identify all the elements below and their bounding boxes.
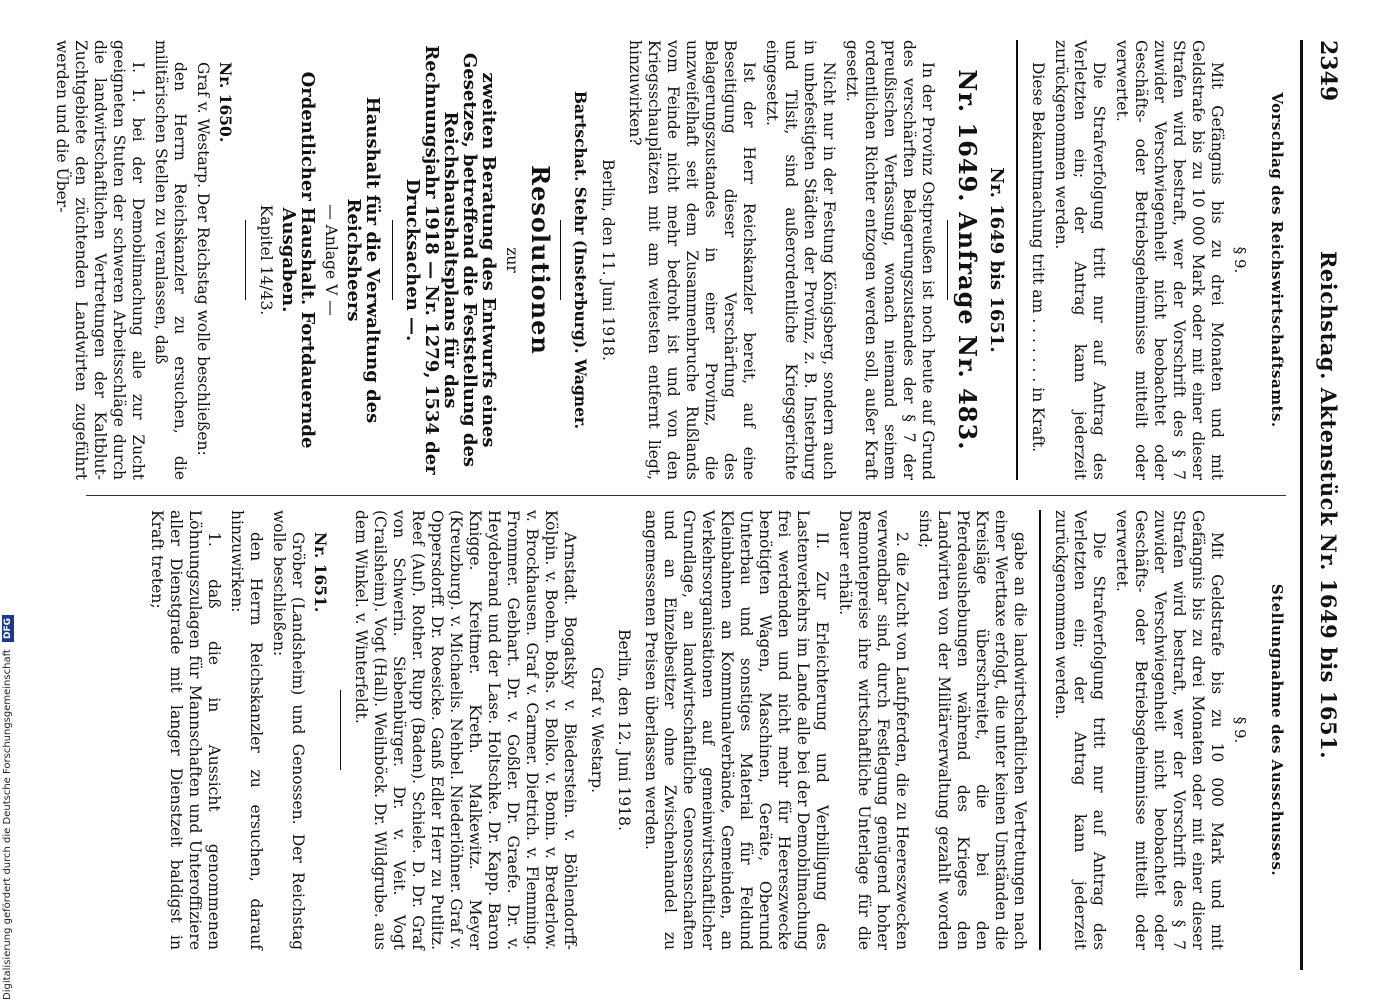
left-paragraph-3: Diese Bekanntmachung tritt am . . . . . . . in Kraft. [1029,62,1047,453]
signature-line-1: Bartschat. Stehr (Insterburg). Wagner. [571,90,590,430]
short-divider [392,220,393,300]
continuation-text: gabe an die landwirtschaftlichen Vertretungen nach einer Werttaxe erfolgt, die unter keinen Umständen die Kreisläge überschreitet, die bei den Pferdeaushebungen während des Krieges den Landwirten von der Militärverwaltung gezahlt worden sind; [916,510,1029,950]
nr-1650-heading: Nr. 1650. [216,62,235,143]
zur-label: zur [503,247,521,273]
header-rule [1300,40,1303,970]
divider [1039,510,1041,950]
motion-item-2: 2. die Zucht von Laufpferden, die zu Heereszwecken verwendbar sind, durch Festlegung genügend hoher Remontepreise ihre wirtschaftliche Unterlage für die Dauer erhält. [836,510,911,950]
rotated-page [41,40,1341,970]
date-line-1: Berlin, den 11. Juni 1918. [599,159,617,361]
resolution-text: zweiten Beratung des Entwurfs eines Gesetzes, betreffend die Feststellung des Reichshaushaltsplans für das Rechnungsjahr 1918 — Nr. 1279, 1534 der Drucksachen —. [402,45,499,475]
groeber-item-1: 1. daß die in Aussicht genommenen Löhnungszulagen für Mannschaften und Unteroffiziere aller Dienstgrade mit langer Dienstzeit baldigst in Kraft treten; [148,510,223,950]
resolutionen-heading: Resolutionen [526,165,555,355]
right-section-mark: § 9. [1231,716,1249,744]
anfrage-heading: Nr. 1649. Anfrage Nr. 483. [953,69,982,451]
groeber-motion: Gröber (Landsheim) und Genossen. Der Reichstag wolle beschließen: [270,510,307,950]
left-column [48,40,1286,480]
westarp-motion-2: den Herrn Reichskanzler zu ersuchen, die militärischen Stellen zu veranlassen, daß [152,40,189,480]
short-divider [560,220,561,300]
anlage-label: — Anlage V — [322,204,340,316]
left-paragraph-1: Mit Gefängnis bis zu drei Monaten und mit Geldstrafe bis zu 10 000 Mark oder mit einer dieser Strafen wird bestraft, wer der Vorschrift des § 7 zuwider Verschwiegenheit nicht beobachtet oder Geschäfts- oder Betriebsgeheimnisse mitteilt oder verwertet. [1113,40,1226,480]
motion-item-ii: II. Zur Erleichterung und Verbilligung des Lastenverkehrs im Lande alle bei der Demobilmachung frei werdenden und nicht mehr für Heereszwecke benötigten Wagen, Maschinen, Geräte, Oberund Unterbau und sonstiges Material für Feldund Kleinbahnen an Kommunalverbände, Gemeinden, an Verkehrsorganisationen auf gemeinwirtschaftlicher Grundlage, an landwirtschaftliche Genossenschaften und an Einzelbesitzer ohne Zwischenhandel zu angemessenen Preisen überlassen werden. [642,510,831,950]
haushalt-heading: Haushalt für die Verwaltung des Reichsheers [343,96,383,424]
groeber-motion-2: den Herrn Reichskanzler zu ersuchen, darauf hinzuwirken: [228,510,265,950]
short-divider [947,220,948,300]
anfrage-text-3: Ist der Herr Reichskanzler bereit, auf eine Beseitigung dieser Verschärfung des Belagerungszustandes in einer Provinz, die unzweifelhaft seit dem Zusammenbruche Rußlands vom Feinde nicht mehr bedroht ist und von den Kriegsschauplätzen mit am weitesten entfernt liegt, hinzuwirken? [626,40,758,480]
westarp-signature: Graf v. Westarp. [588,667,606,793]
page-header [1301,40,1341,970]
nr-range-heading: Nr. 1649 bis 1651. [986,167,1007,353]
short-divider [245,220,246,300]
left-paragraph-2: Die Strafverfolgung tritt nur auf Antrag des Verletzten ein; der Antrag kann jederzeit zurückgenommen werden. [1052,40,1108,480]
westarp-motion: Graf v. Westarp. Der Reichstag wolle beschließen: [194,62,212,456]
ordentlicher-haushalt: Ordentlicher Haushalt. Fortdauernde Ausgaben. [278,71,318,449]
right-paragraph-1: Mit Geldstrafe bis zu 10 000 Mark und mit Gefängnis bis zu drei Monaten oder mit einer dieser Strafen wird bestraft, wer der Vorschrift des § 7 zuwider Verschwiegenheit nicht beobachtet oder Geschäfts- oder Betriebsgeheimnisse mitteilt oder verwertet. [1113,510,1226,950]
motion-item-1: I. 1. bei der Demobilmachung alle zur Zucht geeigneten Stuten der schweren Arbeitsschläge durch die landwirtschaftlichen Vertretungen der Kaltblut-Zuchtgebiete den züchtenden Landwirten zugeführt werden und die Über- [53,40,147,480]
date-line-2: Berlin, den 12. Juni 1918. [615,629,633,831]
right-column-heading: Stellungnahme des Ausschusses. [1268,583,1286,877]
funding-note [2,615,14,1000]
left-section-mark: § 9. [1231,246,1249,274]
signers-list: Arnstadt. Bogatsky v. Biederstein. v. Böhlendorff-Kölpin. v. Boehn. Bohs. v. Bolko. v. Bonin. v. Brederlow. v. Brockhausen. Graf v. Carmer. Dietrich. v. Flemming. Frommer. Gebhart. Dr. v. Goßler. Dr. Graefe. Dr. v. Heydebrand und der Lase. Holtschke. Dr. Kapp. Baron Knigge. Kreitmer. Kreth. Malkewitz. Meyer (Kreuzburg). v. Michaelis. Nehbel. Niederlöhner. Graf v. Oppersdorff. Dr. Roesicke. Ganß Edler Herr zu Putlitz. Reef (Auf). Rother. Rupp (Baden). Schiele. D. Dr. Graf von Schwerin. Siebenbürger. Dr. v. Veit. Vogt (Crailsheim). Vogt (Hall). Weilnböck. Dr. Wildgrube. aus dem Winkel. v. Winterfeldt. [352,510,579,950]
header-title: Reichstag. Aktenstück Nr. 1649 bis 1651. [1316,250,1341,760]
left-column-heading: Vorschlag des Reichswirtschaftsamts. [1268,92,1286,428]
kapitel-label: Kapitel 14/43. [257,204,275,316]
page-number: 2349 [1315,40,1341,102]
nr-1651-heading: Nr. 1651. [311,532,330,613]
funding-text: Digitalisierung gefördert durch die Deutsche Forschungsgemeinschaft [2,649,13,1000]
short-divider [340,690,341,770]
right-column [143,510,1286,950]
dfg-logo-icon: DFG [2,615,14,642]
anfrage-text-2: Nicht nur in der Festung Königsberg, sondern auch in unbefestigten Städten der Provinz, z. B. Insterburg und Tilsit, sind außerordentliche Kriegsgerichte eingesetzt. [763,40,838,480]
anfrage-text-1: In der Provinz Ostpreußen ist noch heute auf Grund des verschärften Belagerungszustandes der § 7 der preußischen Verfassung, wonach niemand seinem ordentlichen Richter entzogen werden soll, außer Kraft gesetzt. [843,40,937,480]
right-paragraph-2: Die Strafverfolgung tritt nur auf Antrag des Verletzten ein; der Antrag kann jederzeit zurückgenommen werden. [1052,510,1108,950]
divider [1016,40,1018,480]
column-divider [86,495,1286,496]
